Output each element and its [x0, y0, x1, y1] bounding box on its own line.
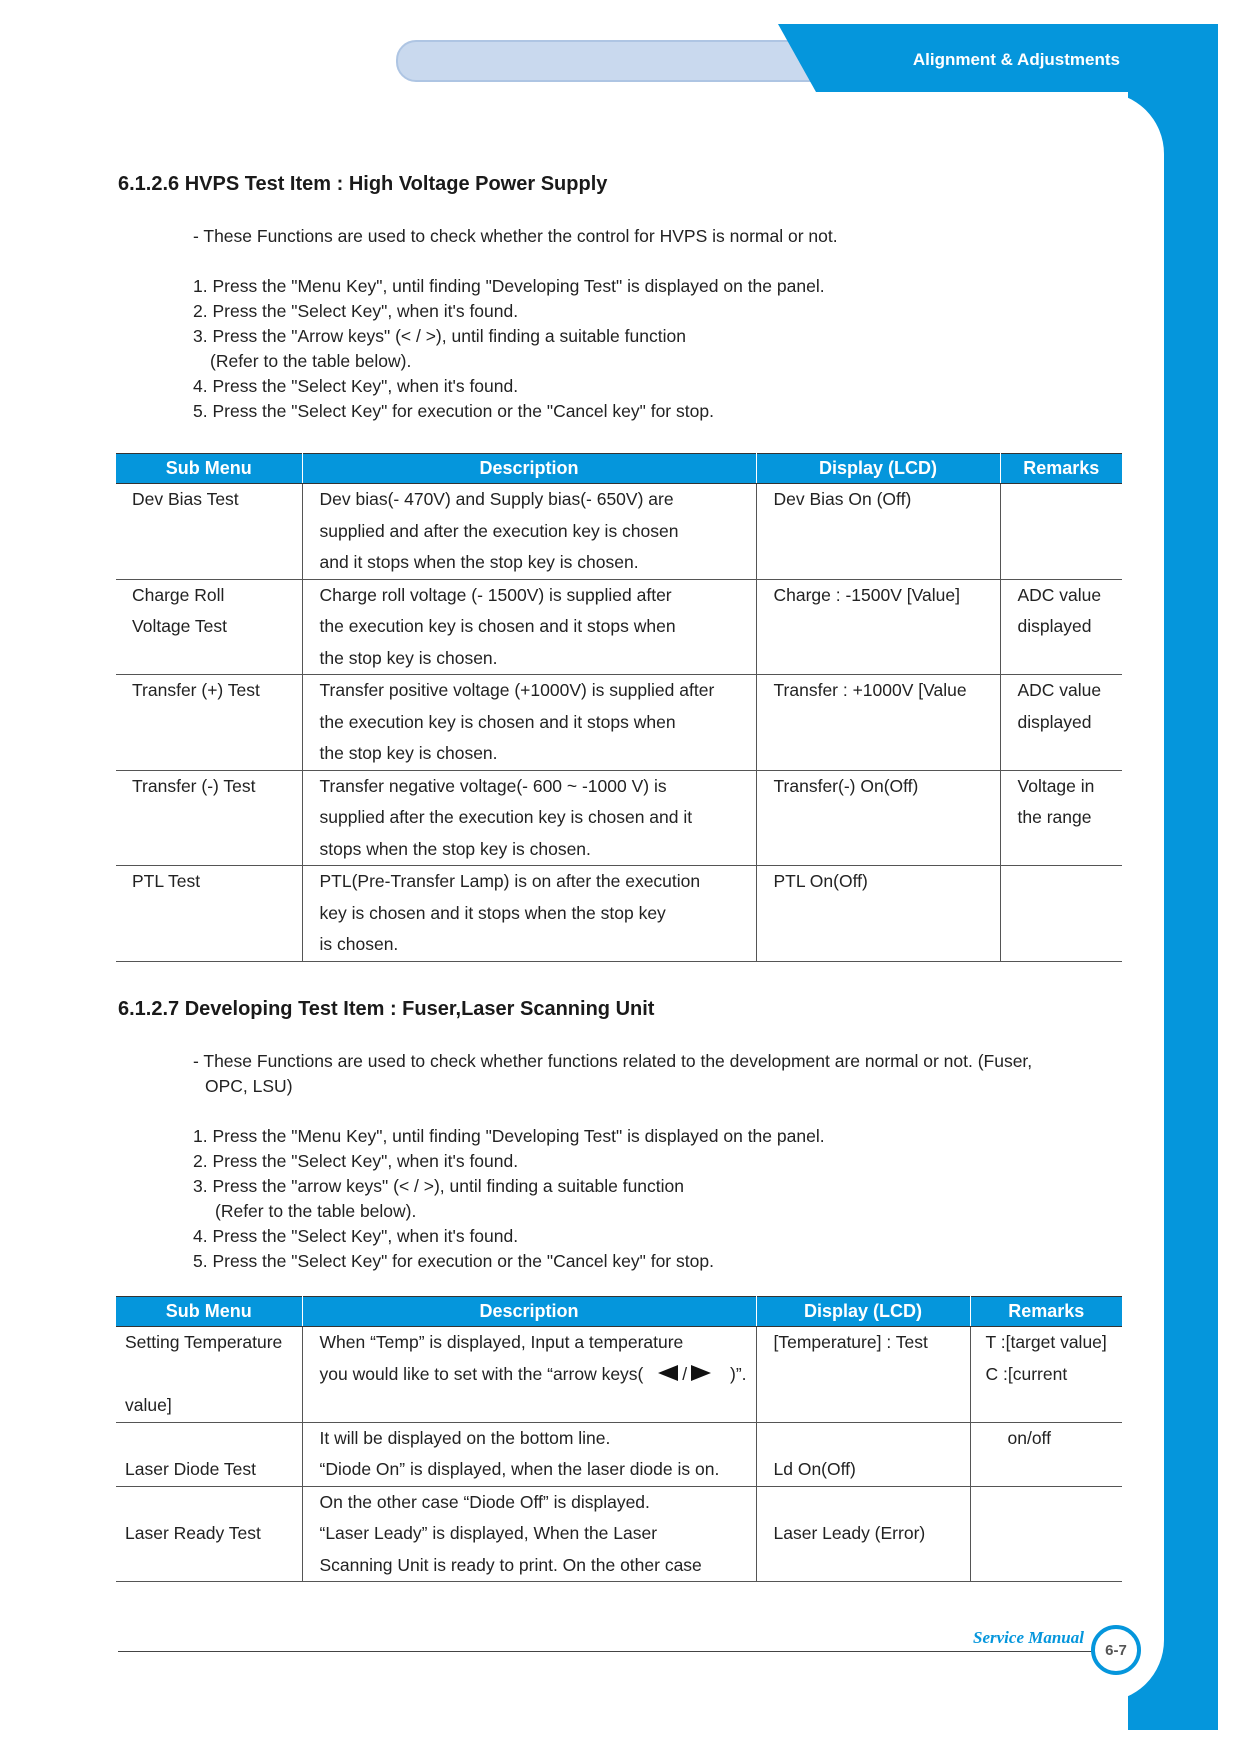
cell-description: When “Temp” is displayed, Input a temperature you would like to set with the “arrow keys( / )”. — [302, 1327, 756, 1423]
table-row — [116, 1486, 1122, 1582]
cell-remarks: on/off — [970, 1422, 1122, 1486]
header-description: Description — [302, 1297, 756, 1327]
step-item: 5. Press the "Select Key" for execution or the "Cancel key" for stop. — [193, 1251, 714, 1271]
cell-remarks — [970, 1486, 1122, 1582]
cell-remarks: Voltage in the range — [1000, 770, 1122, 866]
header-remarks: Remarks — [1000, 454, 1122, 484]
table-row — [116, 675, 1122, 771]
cell-sub-menu: Charge Roll Voltage Test — [116, 579, 302, 675]
header-display: Display (LCD) — [756, 1297, 970, 1327]
cell-description: PTL(Pre-Transfer Lamp) is on after the execution key is chosen and it stops when the stop key is chosen. — [302, 866, 756, 962]
table-header-row — [116, 454, 1122, 484]
header-title: Alignment & Adjustments — [912, 50, 1120, 69]
cell-sub-menu: Laser Diode Test — [116, 1422, 302, 1486]
developing-table — [116, 1296, 1122, 1582]
cell-remarks: T :[target value] C :[current — [970, 1327, 1122, 1423]
table-row — [116, 579, 1122, 675]
table-row — [116, 770, 1122, 866]
step-item: 1. Press the "Menu Key", until finding "Developing Test" is displayed on the panel. — [193, 276, 825, 296]
step-item: 4. Press the "Select Key", when it's found. — [193, 1226, 519, 1246]
step-item: (Refer to the table below). — [215, 1201, 417, 1221]
cell-description: Transfer negative voltage(- 600 ~ -1000 V) is supplied after the execution key is chosen and it stops when the stop key is chosen. — [302, 770, 756, 866]
section-heading-developing: 6.1.2.7 Developing Test Item : Fuser,Laser Scanning Unit — [118, 998, 655, 1020]
cell-description: It will be displayed on the bottom line. “Diode On” is displayed, when the laser diode is on. — [302, 1422, 756, 1486]
section-intro-cont: OPC, LSU) — [205, 1076, 293, 1096]
cell-description: Charge roll voltage (- 1500V) is supplied after the execution key is chosen and it stops when the stop key is chosen. — [302, 579, 756, 675]
table-row — [116, 866, 1122, 962]
arrow-right-icon — [689, 1364, 713, 1382]
step-list — [193, 1124, 825, 1274]
cell-remarks: ADC value displayed — [1000, 579, 1122, 675]
cell-description: On the other case “Diode Off” is displayed. “Laser Leady” is displayed, When the Laser Scanning Unit is ready to print. On the other case — [302, 1486, 756, 1582]
step-item: 5. Press the "Select Key" for execution or the "Cancel key" for stop. — [193, 401, 714, 421]
step-item: 2. Press the "Select Key", when it's found. — [193, 1151, 519, 1171]
table-header-row — [116, 1297, 1122, 1327]
cell-sub-menu: Transfer (-) Test — [116, 770, 302, 866]
footer-rule — [118, 1651, 1118, 1652]
arrow-left-icon — [656, 1364, 680, 1382]
page-number: 6-7 — [1091, 1625, 1141, 1675]
step-item: 1. Press the "Menu Key", until finding "Developing Test" is displayed on the panel. — [193, 1126, 825, 1146]
cell-remarks: ADC value displayed — [1000, 675, 1122, 771]
header-remarks: Remarks — [970, 1297, 1122, 1327]
cell-remarks — [1000, 484, 1122, 580]
cell-sub-menu: Laser Ready Test — [116, 1486, 302, 1582]
cell-display: PTL On(Off) — [756, 866, 1000, 962]
hvps-table — [116, 453, 1122, 962]
step-item: 4. Press the "Select Key", when it's found. — [193, 376, 519, 396]
step-item: 3. Press the "Arrow keys" (< / >), until finding a suitable function — [193, 326, 686, 346]
cell-sub-menu: PTL Test — [116, 866, 302, 962]
cell-sub-menu: Transfer (+) Test — [116, 675, 302, 771]
step-item: (Refer to the table below). — [210, 351, 412, 371]
cell-display: [Temperature] : Test — [756, 1327, 970, 1423]
table-row — [116, 1422, 1122, 1486]
cell-display: Ld On(Off) — [756, 1422, 970, 1486]
cell-remarks — [1000, 866, 1122, 962]
header-description: Description — [302, 454, 756, 484]
step-list — [193, 274, 825, 424]
section-intro: - These Functions are used to check whether the control for HVPS is normal or not. — [193, 226, 838, 246]
footer-label: Service Manual — [973, 1628, 1084, 1647]
step-item: 2. Press the "Select Key", when it's found. — [193, 301, 519, 321]
cell-display: Transfer(-) On(Off) — [756, 770, 1000, 866]
cell-display: Transfer : +1000V [Value — [756, 675, 1000, 771]
header-sub-menu: Sub Menu — [116, 1297, 302, 1327]
cell-sub-menu: Setting Temperature value] — [116, 1327, 302, 1423]
header-pill — [396, 40, 836, 82]
section-intro: - These Functions are used to check whether functions related to the development are normal or not. (Fuser, — [193, 1051, 1033, 1071]
header-sub-menu: Sub Menu — [116, 454, 302, 484]
header-display: Display (LCD) — [756, 454, 1000, 484]
table-row — [116, 484, 1122, 580]
cell-display: Laser Leady (Error) — [756, 1486, 970, 1582]
cell-description: Dev bias(- 470V) and Supply bias(- 650V) are supplied and after the execution key is chosen and it stops when the stop key is chosen. — [302, 484, 756, 580]
step-item: 3. Press the "arrow keys" (< / >), until finding a suitable function — [193, 1176, 684, 1196]
section-heading-hvps: 6.1.2.6 HVPS Test Item : High Voltage Power Supply — [118, 173, 608, 195]
cell-sub-menu: Dev Bias Test — [116, 484, 302, 580]
table-row — [116, 1327, 1122, 1423]
cell-display: Charge : -1500V [Value] — [756, 579, 1000, 675]
cell-display: Dev Bias On (Off) — [756, 484, 1000, 580]
cell-description: Transfer positive voltage (+1000V) is supplied after the execution key is chosen and it stops when the stop key is chosen. — [302, 675, 756, 771]
